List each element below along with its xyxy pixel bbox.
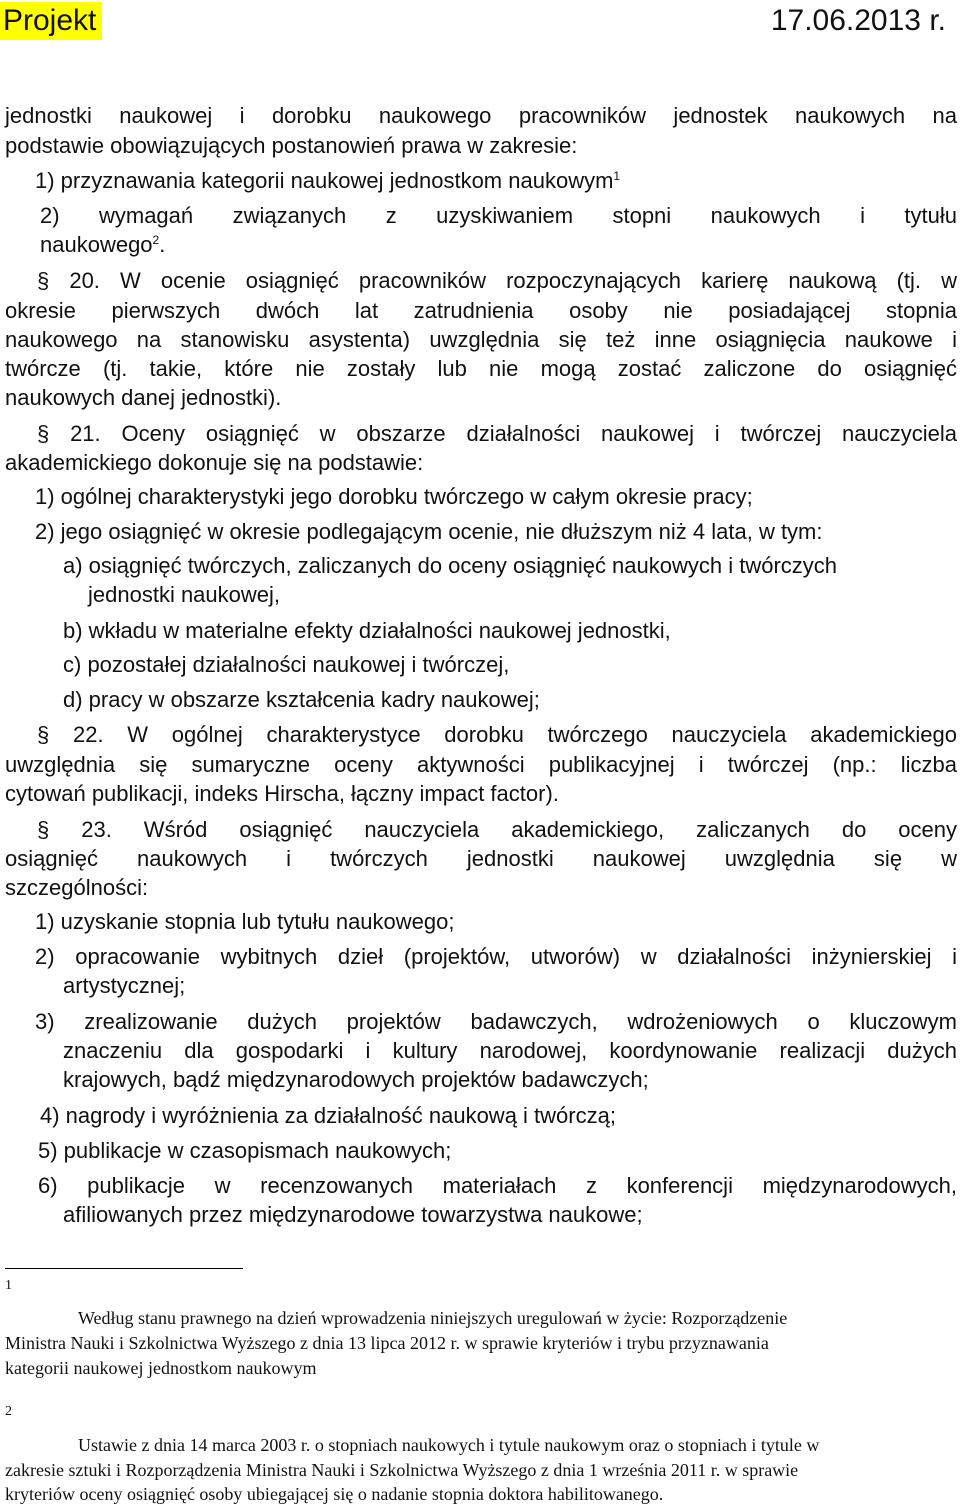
footnote-number: 2	[5, 1404, 12, 1419]
text-line: szczególności:	[5, 875, 149, 900]
text-line: okresie pierwszych dwóch lat zatrudnienia osoby nie posiadającej stopnia	[5, 298, 957, 323]
text-line: afiliowanych przez międzynarodowe towarzystwa naukowe;	[63, 1202, 643, 1227]
text-run: naukowego	[40, 232, 153, 257]
footnote-number: 1	[5, 1278, 12, 1293]
paragraph-20: § 20. W ocenie osiągnięć pracowników rozpoczynających karierę naukową (tj. w	[37, 268, 957, 293]
footnote-ref: 1	[613, 169, 621, 183]
list-item: c) pozostałej działalności naukowej i twórczej,	[63, 652, 510, 677]
text-line: jednostki naukowej i dorobku naukowego pracowników jednostek naukowych na	[5, 103, 957, 128]
text-line: akademickiego dokonuje się na podstawie:	[5, 450, 424, 475]
list-item-text: 1) przyznawania kategorii naukowej jednostkom naukowym	[35, 168, 614, 193]
text-line: naukowego na stanowisku asystenta) uwzględnia się też inne osiągnięcia naukowe i	[5, 327, 957, 352]
paragraph-23: § 23. Wśród osiągnięć nauczyciela akademickiego, zaliczanych do oceny	[37, 817, 957, 842]
text-line: krajowych, bądź międzynarodowych projektów badawczych;	[63, 1067, 649, 1092]
text-line: uwzględnia się sumaryczne oceny aktywności publikacyjnej i twórczej (np.: liczba	[5, 752, 957, 777]
text-line: jednostki naukowej,	[88, 582, 281, 607]
list-item: 1) uzyskanie stopnia lub tytułu naukowego;	[35, 909, 455, 934]
footnote-line: kategorii naukowej jednostkom naukowym	[5, 1358, 317, 1378]
list-item: a) osiągnięć twórczych, zaliczanych do oceny osiągnięć naukowych i twórczych	[63, 553, 838, 578]
footnote-line: Ustawie z dnia 14 marca 2003 r. o stopniach naukowych i tytule naukowym oraz o stopniach i tytule w	[78, 1435, 820, 1455]
text-line	[40, 230, 165, 259]
text-line: osiągnięć naukowych i twórczych jednostki naukowej uwzględnia się w	[5, 846, 957, 871]
list-item: 3) zrealizowanie dużych projektów badawczych, wdrożeniowych o kluczowym	[35, 1009, 957, 1034]
footnote-line: kryteriów oceny osiągnięć osoby ubiegającej się o nadanie stopnia doktora habilitowanego.	[5, 1484, 664, 1504]
document-date: 17.06.2013 r.	[770, 4, 946, 37]
footnote-ref: 2	[152, 233, 160, 247]
list-item: 6) publikacje w recenzowanych materiałach z konferencji międzynarodowych,	[38, 1173, 957, 1198]
list-item: 2) jego osiągnięć w okresie podlegającym ocenie, nie dłuższym niż 4 lata, w tym:	[35, 519, 823, 544]
text-line: znaczeniu dla gospodarki i kultury narodowej, koordynowanie realizacji dużych	[63, 1038, 957, 1063]
footnote-separator	[5, 1268, 243, 1269]
list-item: d) pracy w obszarze kształcenia kadry naukowej;	[63, 687, 540, 712]
list-item: 1) ogólnej charakterystyki jego dorobku twórczego w całym okresie pracy;	[35, 484, 753, 509]
list-item: 2) wymagań związanych z uzyskiwaniem stopni naukowych i tytułu	[40, 203, 957, 228]
draft-status-label: Projekt	[0, 2, 102, 40]
list-item: 5) publikacje w czasopismach naukowych;	[38, 1138, 452, 1163]
list-item: 2) opracowanie wybitnych dzieł (projektów, utworów) w działalności inżynierskiej i	[35, 944, 957, 969]
footnote-line: zakresie sztuki i Rozporządzenia Ministra Nauki i Szkolnictwa Wyższego z dnia 1 września 2011 r. w sprawie	[5, 1460, 799, 1480]
list-item: b) wkładu w materialne efekty działalności naukowej jednostki,	[63, 618, 671, 643]
text-line: artystycznej;	[63, 973, 186, 998]
paragraph-21: § 21. Oceny osiągnięć w obszarze działalności naukowej i twórczej nauczyciela	[37, 421, 957, 446]
paragraph-22: § 22. W ogólnej charakterystyce dorobku twórczego nauczyciela akademickiego	[37, 722, 957, 747]
text-line: twórcze (tj. takie, które nie zostały lub nie mogą zostać zaliczone do osiągnięć	[5, 356, 957, 381]
text-line: naukowych danej jednostki).	[5, 385, 282, 410]
text-run: .	[159, 232, 166, 257]
list-item: 4) nagrody i wyróżnienia za działalność naukową i twórczą;	[40, 1103, 616, 1128]
list-item	[35, 166, 620, 195]
footnote-line: Według stanu prawnego na dzień wprowadzenia niniejszych uregulowań w życie: Rozporządzenie	[78, 1308, 788, 1328]
text-line: podstawie obowiązujących postanowień prawa w zakresie:	[5, 133, 578, 158]
footnote-line: Ministra Nauki i Szkolnictwa Wyższego z dnia 13 lipca 2012 r. w sprawie kryteriów i trybu przyznawania	[5, 1333, 769, 1353]
text-line: cytowań publikacji, indeks Hirscha, łączny impact factor).	[5, 781, 559, 806]
